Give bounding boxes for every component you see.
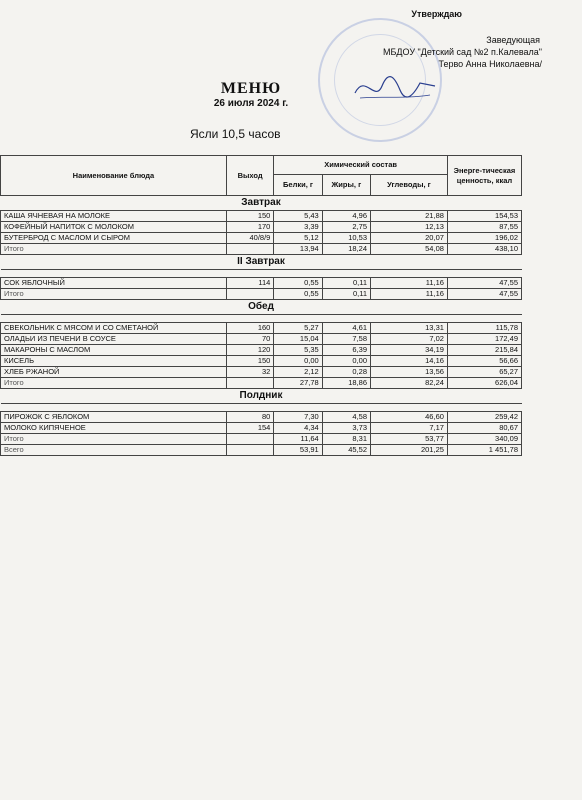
total-fat: 8,31 [322,434,370,445]
dish-output: 150 [226,211,273,222]
total-label: Итого [1,289,227,300]
header-carbs: Углеводы, г [371,175,448,196]
table-row [1,367,522,378]
dish-energy: 215,84 [447,345,521,356]
total-row [1,244,522,255]
dish-energy: 154,53 [447,211,521,222]
total-row [1,434,522,445]
dish-fat: 4,58 [322,412,370,423]
approval-label: Утверждаю [411,9,462,19]
total-label: Итого [1,378,227,389]
table-row [1,334,522,345]
total-row [1,289,522,300]
dish-protein: 5,43 [274,211,322,222]
dish-name: БУТЕРБРОД С МАСЛОМ И СЫРОМ [1,233,227,244]
table-row [1,345,522,356]
dish-protein: 0,00 [274,356,322,367]
dish-output: 170 [226,222,273,233]
dish-energy: 56,66 [447,356,521,367]
dish-fat: 4,96 [322,211,370,222]
menu-table [0,155,522,456]
dish-fat: 0,11 [322,278,370,289]
dish-output: 150 [226,356,273,367]
total-protein: 13,94 [274,244,322,255]
dish-fat: 7,58 [322,334,370,345]
dish-energy: 65,27 [447,367,521,378]
grand-total-label: Всего [1,445,227,456]
total-energy: 47,55 [447,289,521,300]
dish-fat: 0,00 [322,356,370,367]
total-carbs: 11,16 [371,289,448,300]
dish-fat: 4,61 [322,323,370,334]
total-fat: 0,11 [322,289,370,300]
dish-carbs: 13,56 [371,367,448,378]
table-row [1,278,522,289]
dish-name: ПИРОЖОК С ЯБЛОКОМ [1,412,227,423]
grand-total-carbs: 201,25 [371,445,448,456]
dish-protein: 5,35 [274,345,322,356]
header-energy: Энерге-тическая ценность, ккал [447,156,521,196]
grand-total-row [1,445,522,456]
dish-protein: 4,34 [274,423,322,434]
total-label: Итого [1,434,227,445]
dish-carbs: 12,13 [371,222,448,233]
dish-carbs: 34,19 [371,345,448,356]
table-row [1,211,522,222]
dish-energy: 172,49 [447,334,521,345]
dish-output: 40/8/9 [226,233,273,244]
total-energy: 626,04 [447,378,521,389]
dish-energy: 87,55 [447,222,521,233]
dish-carbs: 7,17 [371,423,448,434]
age-group: Ясли 10,5 часов [190,127,281,141]
table-row [1,356,522,367]
dish-output: 154 [226,423,273,434]
approval-person: Терво Анна Николаевна/ [438,59,542,69]
dish-energy: 259,42 [447,412,521,423]
total-energy: 438,10 [447,244,521,255]
dish-carbs: 7,02 [371,334,448,345]
dish-name: СВЕКОЛЬНИК С МЯСОМ И СО СМЕТАНОЙ [1,323,227,334]
dish-fat: 0,28 [322,367,370,378]
dish-protein: 0,55 [274,278,322,289]
table-row [1,323,522,334]
dish-output: 70 [226,334,273,345]
total-protein: 0,55 [274,289,322,300]
dish-fat: 3,73 [322,423,370,434]
header-fat: Жиры, г [322,175,370,196]
signature-icon [350,68,440,108]
dish-protein: 7,30 [274,412,322,423]
dish-carbs: 46,60 [371,412,448,423]
dish-protein: 3,39 [274,222,322,233]
dish-name: КИСЕЛЬ [1,356,227,367]
section-title: Завтрак [1,196,522,211]
total-carbs: 54,08 [371,244,448,255]
dish-carbs: 13,31 [371,323,448,334]
dish-name: КАША ЯЧНЕВАЯ НА МОЛОКЕ [1,211,227,222]
grand-total-fat: 45,52 [322,445,370,456]
approval-position: Заведующая [486,35,540,45]
dish-energy: 80,67 [447,423,521,434]
dish-carbs: 11,16 [371,278,448,289]
section-title: Обед [1,300,522,315]
dish-fat: 2,75 [322,222,370,233]
table-row [1,222,522,233]
table-row [1,233,522,244]
dish-energy: 196,02 [447,233,521,244]
total-protein: 27,78 [274,378,322,389]
dish-protein: 2,12 [274,367,322,378]
dish-name: МОЛОКО КИПЯЧЕНОЕ [1,423,227,434]
dish-output: 120 [226,345,273,356]
dish-name: ХЛЕБ РЖАНОЙ [1,367,227,378]
header-output: Выход [226,156,273,196]
dish-fat: 10,53 [322,233,370,244]
dish-output: 114 [226,278,273,289]
total-fat: 18,24 [322,244,370,255]
section-title: II Завтрак [1,255,522,270]
table-row [1,412,522,423]
approval-block [383,8,542,70]
grand-total-energy: 1 451,78 [447,445,521,456]
dish-carbs: 21,88 [371,211,448,222]
dish-name: КОФЕЙНЫЙ НАПИТОК С МОЛОКОМ [1,222,227,233]
total-energy: 340,09 [447,434,521,445]
total-protein: 11,64 [274,434,322,445]
dish-protein: 15,04 [274,334,322,345]
approval-organization: МБДОУ "Детский сад №2 п.Калевала" [383,47,542,57]
dish-output: 80 [226,412,273,423]
header-chem: Химический состав [274,156,448,175]
dish-protein: 5,12 [274,233,322,244]
dish-energy: 115,78 [447,323,521,334]
page-title: МЕНЮ [220,80,282,97]
dish-output: 32 [226,367,273,378]
dish-energy: 47,55 [447,278,521,289]
total-carbs: 82,24 [371,378,448,389]
menu-date: 26 июля 2024 г. [213,98,289,109]
dish-carbs: 14,16 [371,356,448,367]
dish-protein: 5,27 [274,323,322,334]
dish-fat: 6,39 [322,345,370,356]
table-row [1,423,522,434]
dish-name: ОЛАДЬИ ИЗ ПЕЧЕНИ В СОУСЕ [1,334,227,345]
dish-name: МАКАРОНЫ С МАСЛОМ [1,345,227,356]
dish-carbs: 20,07 [371,233,448,244]
header-protein: Белки, г [274,175,322,196]
total-carbs: 53,77 [371,434,448,445]
dish-output: 160 [226,323,273,334]
total-row [1,378,522,389]
total-fat: 18,86 [322,378,370,389]
section-title: Полдник [1,389,522,404]
total-label: Итого [1,244,227,255]
header-name: Наименование блюда [1,156,227,196]
dish-name: СОК ЯБЛОЧНЫЙ [1,278,227,289]
menu-title-block [196,80,306,109]
grand-total-protein: 53,91 [274,445,322,456]
